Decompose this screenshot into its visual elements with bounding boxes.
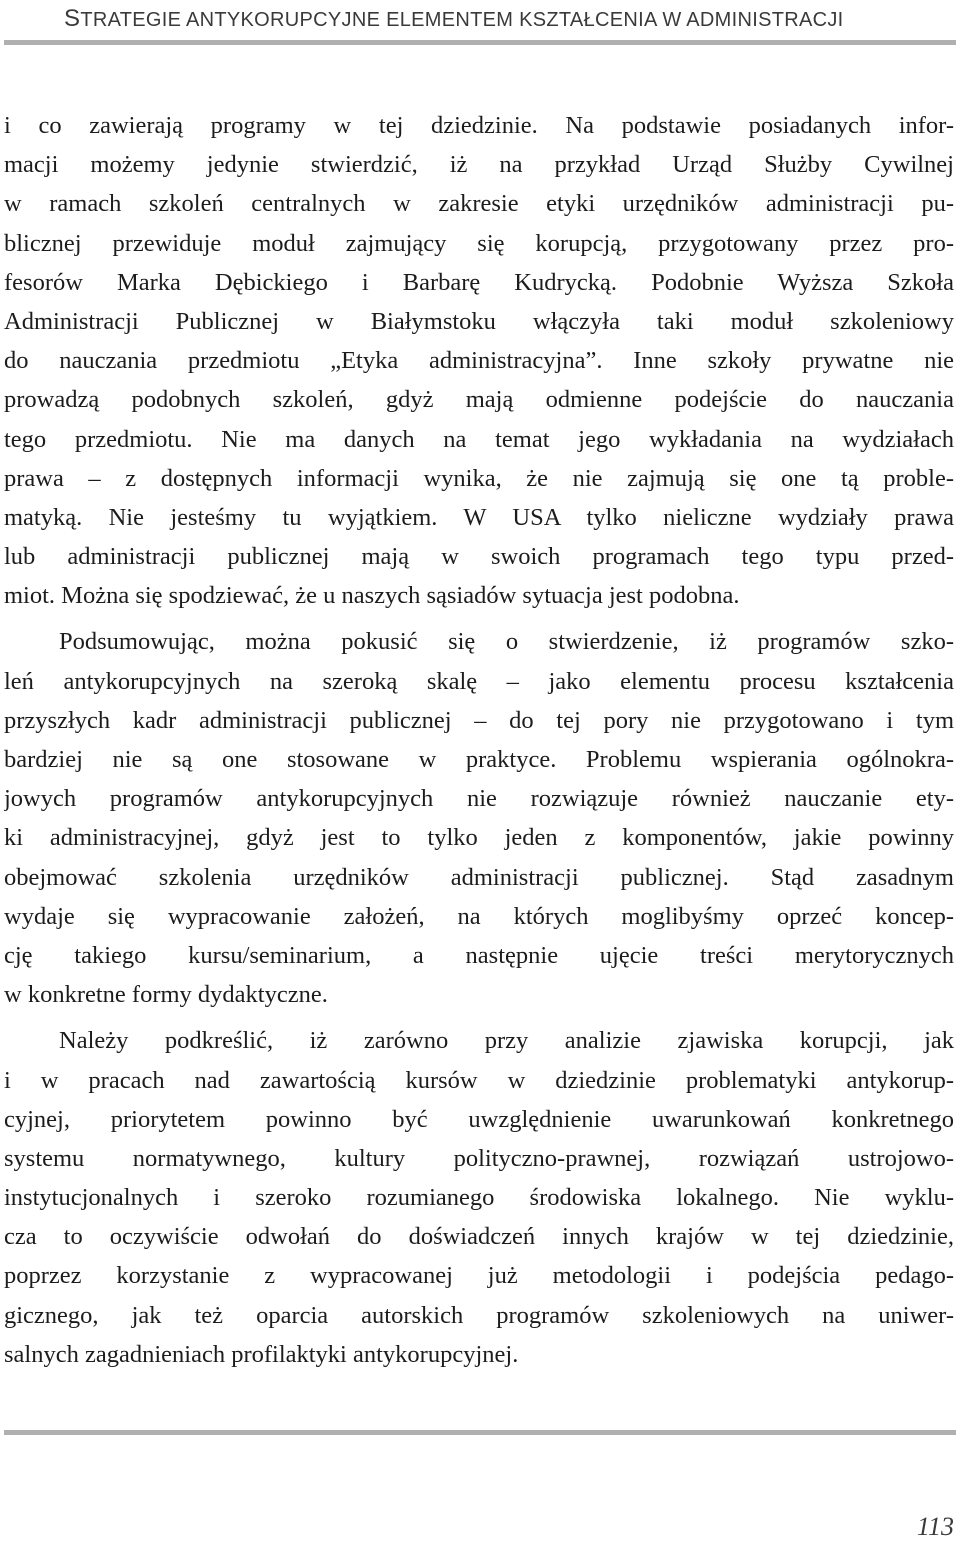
running-header-text: TRATEGIE ANTYKORUPCYJNE ELEMENTEM KSZTAŁCENIA W ADMINISTRACJI (80, 9, 844, 31)
text-line: miot. Można się spodziewać, że u naszych sąsiadów sytuacja jest podobna. (4, 582, 740, 610)
header-divider (4, 40, 956, 45)
text-line: Administracji Publicznej w Białymstoku włączyła taki moduł szkoleniowy (4, 307, 954, 335)
text-line: cję takiego kursu/seminarium, a następnie ujęcie treści merytorycznych (4, 941, 954, 969)
text-line: w ramach szkoleń centralnych w zakresie etyki urzędników administracji pu- (4, 190, 954, 218)
running-header (64, 4, 954, 34)
text-line: i co zawierają programy w tej dziedzinie. Na podstawie posiadanych infor- (4, 112, 954, 139)
paragraph (4, 1021, 954, 1374)
text-line: prowadzą podobnych szkoleń, gdyż mają odmienne podejście do nauczania (4, 386, 954, 414)
text-line: i w pracach nad zawartością kursów w dziedzinie problematyki antykorup- (4, 1066, 954, 1094)
footer-divider (4, 1430, 956, 1435)
text-line: gicznego, jak też oparcia autorskich programów szkoleniowych na uniwer- (4, 1301, 954, 1329)
text-line: blicznej przewiduje moduł zajmujący się korupcją, przygotowany przez pro- (4, 229, 954, 257)
text-line: cyjnej, priorytetem powinno być uwzględnienie uwarunkowań konkretnego (4, 1105, 954, 1133)
text-line: w konkretne formy dydaktyczne. (4, 981, 328, 1009)
text-line: systemu normatywnego, kultury polityczno-prawnej, rozwiązań ustrojowo- (4, 1144, 954, 1172)
text-line: instytucjonalnych i szeroko rozumianego środowiska lokalnego. Nie wyklu- (4, 1184, 954, 1212)
paragraph-gap (4, 615, 954, 622)
text-line: Podsumowując, można pokusić się o stwierdzenie, iż programów szko- (59, 628, 954, 656)
text-line: do nauczania przedmiotu „Etyka administracyjna”. Inne szkoły prywatne nie (4, 347, 954, 375)
text-line: obejmować szkolenia urzędników administracji publicznej. Stąd zasadnym (4, 863, 954, 891)
text-line: cza to oczywiście odwołań do doświadczeń innych krajów w tej dziedzinie, (4, 1223, 954, 1251)
text-line: Należy podkreślić, iż zarówno przy analizie zjawiska korupcji, jak (59, 1027, 954, 1055)
text-line: lub administracji publicznej mają w swoich programach tego typu przed- (4, 543, 954, 571)
text-line: poprzez korzystanie z wypracowanej już metodologii i podejścia pedago- (4, 1262, 954, 1290)
page-number: 113 (916, 1512, 954, 1541)
text-line: jowych programów antykorupcyjnych nie rozwiązuje również nauczanie ety- (4, 785, 954, 813)
text-line: wydaje się wypracowanie założeń, na których moglibyśmy oprzeć koncep- (4, 902, 954, 930)
body-text (4, 106, 954, 1374)
paragraph (4, 106, 954, 615)
paragraph (4, 622, 954, 1014)
text-line: ki administracyjnej, gdyż jest to tylko jeden z komponentów, jakie powinny (4, 824, 954, 852)
text-line: fesorów Marka Dębickiego i Barbarę Kudrycką. Podobnie Wyższa Szkoła (4, 268, 954, 296)
text-line: tego przedmiotu. Nie ma danych na temat jego wykładania na wydziałach (4, 425, 954, 453)
text-line: bardziej nie są one stosowane w praktyce. Problemu wspierania ogólnokra- (4, 746, 954, 773)
text-line: leń antykorupcyjnych na szeroką skalę – jako elementu procesu kształcenia (4, 667, 954, 695)
paragraph-gap (4, 1014, 954, 1021)
running-header-initial: S (64, 5, 81, 32)
text-line: prawa – z dostępnych informacji wynika, że nie zajmują się one tą proble- (4, 464, 954, 492)
text-line: salnych zagadnieniach profilaktyki antykorupcyjnej. (4, 1340, 519, 1368)
text-line: macji możemy jedynie stwierdzić, iż na przykład Urząd Służby Cywilnej (4, 151, 954, 179)
text-line: matyką. Nie jesteśmy tu wyjątkiem. W USA tylko nieliczne wydziały prawa (4, 503, 954, 531)
text-line: przyszłych kadr administracji publicznej – do tej pory nie przygotowano i tym (4, 706, 954, 734)
